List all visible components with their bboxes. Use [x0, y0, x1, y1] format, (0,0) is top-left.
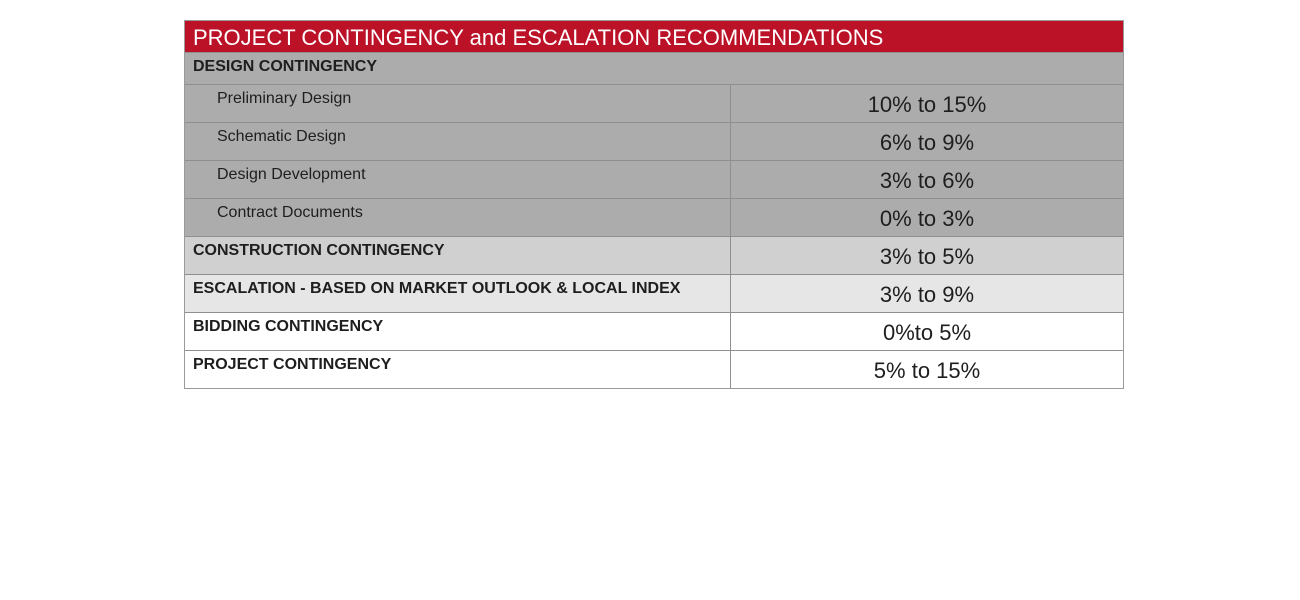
table-row-schematic-design — [185, 122, 1123, 160]
table-row-escalation — [185, 274, 1123, 312]
row-value: 6% to 9% — [879, 130, 975, 155]
row-label: BIDDING CONTINGENCY — [185, 313, 731, 350]
row-value: 3% to 9% — [879, 282, 975, 307]
table-row-project-contingency — [185, 350, 1123, 388]
row-label: ESCALATION - BASED ON MARKET OUTLOOK & LOCAL INDEX — [185, 275, 731, 312]
table-row-contract-documents — [185, 198, 1123, 236]
row-value: 10% to 15% — [867, 92, 987, 117]
contingency-table — [184, 20, 1124, 389]
row-value: 3% to 6% — [879, 168, 975, 193]
row-value: 0%to 5% — [882, 320, 972, 345]
table-row-bidding-contingency — [185, 312, 1123, 350]
row-label: CONSTRUCTION CONTINGENCY — [185, 237, 731, 274]
row-label: Schematic Design — [185, 123, 731, 160]
row-label: Contract Documents — [185, 199, 731, 236]
row-label: Design Development — [185, 161, 731, 198]
table-row-preliminary-design — [185, 84, 1123, 122]
design-contingency-header: DESIGN CONTINGENCY — [185, 52, 1123, 84]
row-label: Preliminary Design — [185, 85, 731, 122]
table-row-design-development — [185, 160, 1123, 198]
table-title: PROJECT CONTINGENCY and ESCALATION RECOMMENDATIONS — [185, 21, 1123, 52]
table-row-construction-contingency — [185, 236, 1123, 274]
row-label: PROJECT CONTINGENCY — [185, 351, 731, 388]
row-value: 0% to 3% — [879, 206, 975, 231]
row-value: 3% to 5% — [879, 244, 975, 269]
row-value: 5% to 15% — [873, 358, 981, 383]
